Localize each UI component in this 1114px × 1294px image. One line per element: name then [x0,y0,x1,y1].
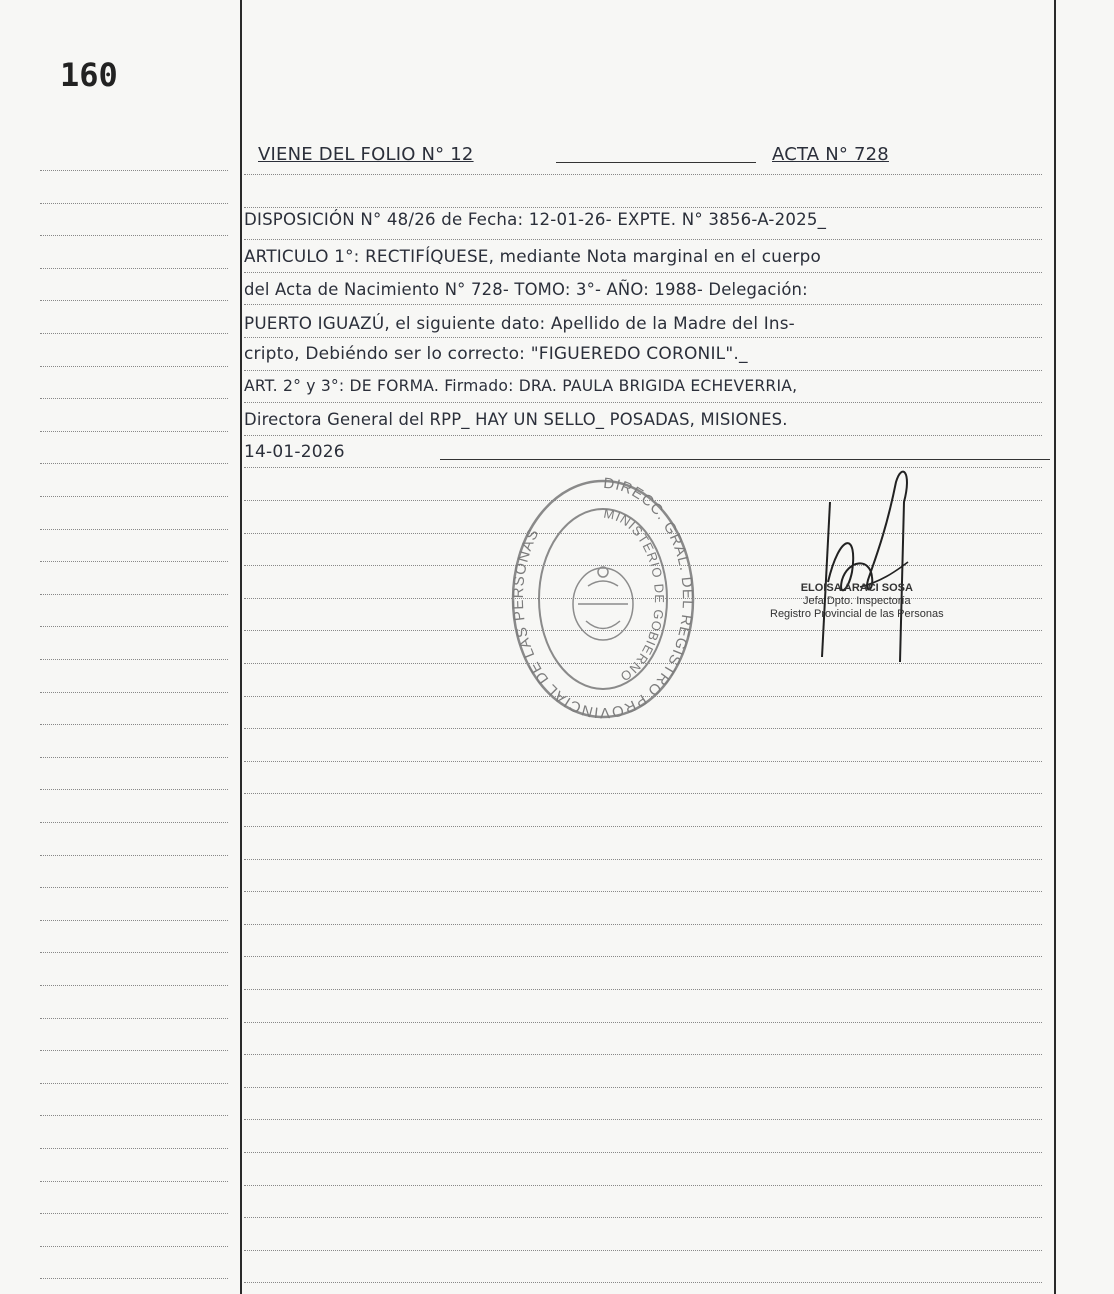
folio-number: 160 [60,56,118,94]
ruled-line-margin [40,1278,228,1279]
ruled-line-margin [40,463,228,464]
ruled-line-body [244,1119,1042,1120]
ruled-line-body [244,1152,1042,1153]
ruled-line-body [244,891,1042,892]
ruled-line-margin [40,626,228,627]
ruled-line-margin [40,1181,228,1182]
ruled-line-margin [40,496,228,497]
svg-text:MINISTERIO DE GOBIERNO [603,506,667,685]
ruled-line-margin [40,1148,228,1149]
ruled-line-margin [40,268,228,269]
ruled-line-body [244,304,1042,305]
signatory-office: Registro Provincial de las Personas [770,608,944,620]
ruled-line-margin [40,170,228,171]
ruled-line-margin [40,920,228,921]
ruled-line-margin [40,1050,228,1051]
ruled-line-margin [40,561,228,562]
ruled-line-margin [40,594,228,595]
ruled-line-body [244,174,1042,175]
ruled-line-body [244,1022,1042,1023]
ruled-line-margin [40,692,228,693]
header-acta-number: ACTA N° 728 [772,144,889,165]
coat-of-arms-icon [573,567,633,640]
ruled-line-margin [40,1246,228,1247]
ruled-line-margin [40,659,228,660]
ruled-line-margin [40,887,228,888]
handwritten-signature [800,462,940,672]
ruled-line-body [244,793,1042,794]
ruled-line-body [244,402,1042,403]
ruled-line-margin [40,985,228,986]
body-line-1: DISPOSICIÓN N° 48/26 de Fecha: 12-01-26- EXPTE. N° 3856-A-2025_ [244,210,827,229]
ruled-line-margin [40,235,228,236]
ruled-line-margin [40,398,228,399]
ruled-line-margin [40,952,228,953]
ruled-line-body [244,272,1042,273]
ruled-line-margin [40,300,228,301]
seal-inner-text: MINISTERIO DE GOBIERNO [602,505,667,685]
ruled-line-body [244,859,1042,860]
closing-dash [440,459,1050,460]
ruled-line-margin [40,1115,228,1116]
ruled-line-margin [40,757,228,758]
body-line-4: PUERTO IGUAZÚ, el siguiente dato: Apellido de la Madre del Ins- [244,313,795,333]
margin-line-left [240,0,242,1294]
body-line-6: ART. 2° y 3°: DE FORMA. Firmado: DRA. PAULA BRIGIDA ECHEVERRIA, [244,377,798,395]
ruled-line-margin [40,203,228,204]
header-dash [556,162,756,163]
ruled-line-margin [40,822,228,823]
ruled-line-body [244,1250,1042,1251]
ruled-line-margin [40,333,228,334]
ruled-line-body [244,761,1042,762]
ruled-line-margin [40,724,228,725]
body-line-3: del Acta de Nacimiento N° 728- TOMO: 3°- AÑO: 1988- Delegación: [244,280,808,299]
ruled-line-body [244,924,1042,925]
ruled-line-margin [40,1018,228,1019]
signature-block [770,582,944,621]
official-seal [508,476,698,722]
svg-text:DIRECC. GRAL. DEL REGISTRO PRO [510,476,696,721]
signatory-title: Jefa Dpto. Inspectoría [803,595,911,607]
header-viene-del-folio: VIENE DEL FOLIO N° 12 [258,144,474,165]
ruled-line-body [244,1054,1042,1055]
signatory-name: ELOISA ARACI SOSA [800,582,913,594]
ruled-line-body [244,1282,1042,1283]
ruled-line-body [244,337,1042,338]
body-line-5: cripto, Debiéndo ser lo correcto: "FIGUEREDO CORONIL"._ [244,344,748,364]
ruled-line-margin [40,366,228,367]
ruled-line-body [244,989,1042,990]
ruled-line-margin [40,789,228,790]
ruled-line-margin [40,431,228,432]
ruled-line-body [244,370,1042,371]
ruled-line-body [244,207,1042,208]
body-line-8-date: 14-01-2026 [244,442,345,462]
ruled-line-body [244,826,1042,827]
ruled-line-margin [40,855,228,856]
ruled-line-body [244,956,1042,957]
body-line-7: Directora General del RPP_ HAY UN SELLO_ POSADAS, MISIONES. [244,410,788,429]
body-line-2: ARTICULO 1°: RECTIFÍQUESE, mediante Nota marginal en el cuerpo [244,246,821,266]
ruled-line-margin [40,1213,228,1214]
ruled-line-body [244,1087,1042,1088]
ruled-line-body [244,239,1042,240]
ruled-line-body [244,1185,1042,1186]
margin-line-right [1054,0,1056,1294]
ruled-line-body [244,728,1042,729]
seal-outer-text: DIRECC. GRAL. DEL REGISTRO PROVINCIAL DE LAS PERSONAS [509,476,697,722]
ruled-line-margin [40,1083,228,1084]
ruled-line-body [244,435,1042,436]
ruled-line-margin [40,529,228,530]
ruled-line-body [244,1217,1042,1218]
